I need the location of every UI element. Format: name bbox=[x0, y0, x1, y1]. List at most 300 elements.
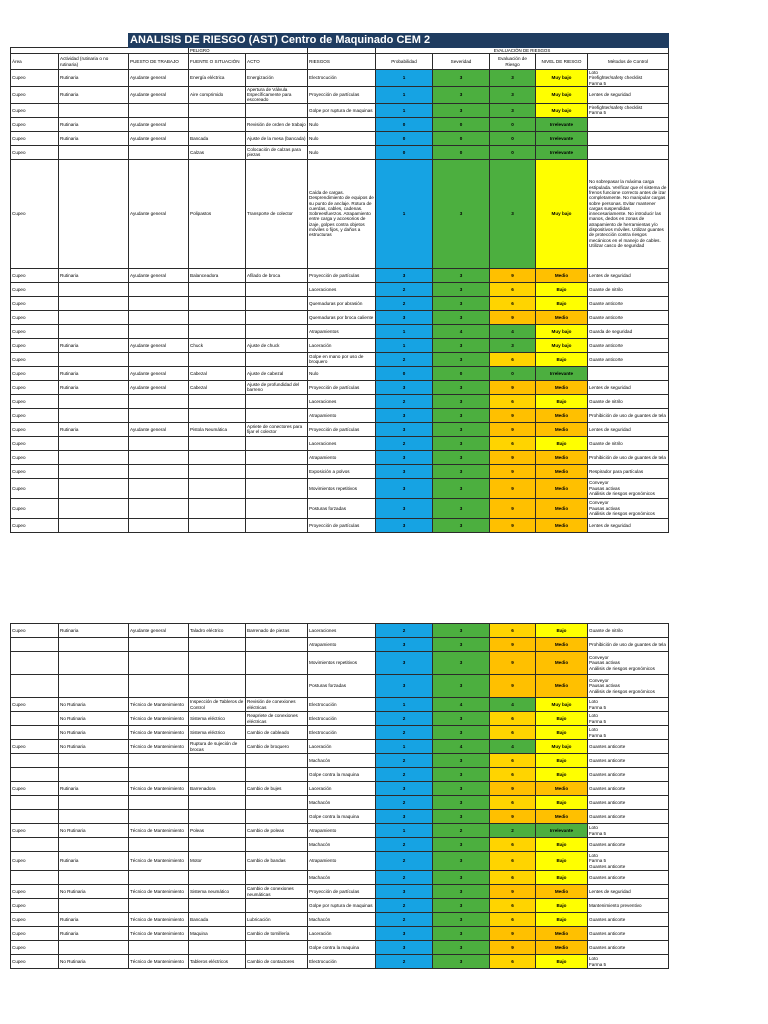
cell-evaluacion: 6 bbox=[490, 796, 536, 810]
cell-actividad: No Rutinaria bbox=[59, 824, 129, 838]
cell-control bbox=[588, 366, 669, 380]
cell-probabilidad: 1 bbox=[376, 70, 433, 87]
risk-table-page-2 bbox=[10, 623, 668, 969]
cell-actividad: Rutinaria bbox=[59, 117, 129, 131]
cell-riesgo: Golpe contra la maquina bbox=[308, 768, 376, 782]
cell-probabilidad: 0 bbox=[376, 145, 433, 159]
cell-evaluacion: 6 bbox=[490, 838, 536, 852]
cell-area bbox=[11, 796, 59, 810]
cell-fuente: Aire comprimido bbox=[189, 86, 246, 103]
cell-control bbox=[588, 117, 669, 131]
cell-puesto bbox=[129, 408, 189, 422]
cell-riesgo: Machacón bbox=[308, 913, 376, 927]
cell-evaluacion: 9 bbox=[490, 518, 536, 532]
cell-probabilidad: 1 bbox=[376, 159, 433, 268]
cell-evaluacion: 9 bbox=[490, 675, 536, 698]
cell-riesgo: Nulo bbox=[308, 117, 376, 131]
cell-area bbox=[11, 768, 59, 782]
cell-severidad: 3 bbox=[433, 782, 490, 796]
cell-fuente bbox=[189, 498, 246, 518]
cell-acto bbox=[246, 518, 308, 532]
cell-probabilidad: 3 bbox=[376, 408, 433, 422]
sheet-title: ANALISIS DE RIESGO (AST) Centro de Maquinado CEM 2 bbox=[129, 34, 669, 48]
cell-evaluacion: 9 bbox=[490, 885, 536, 899]
cell-area bbox=[11, 652, 59, 675]
table-row bbox=[11, 782, 669, 796]
cell-actividad bbox=[59, 145, 129, 159]
table-row bbox=[11, 913, 669, 927]
table-row bbox=[11, 838, 669, 852]
cell-evaluacion: 9 bbox=[490, 310, 536, 324]
cell-severidad: 3 bbox=[433, 408, 490, 422]
cell-puesto: Ayudante general bbox=[129, 338, 189, 352]
cell-puesto bbox=[129, 899, 189, 913]
cell-riesgo: Atrapamiento bbox=[308, 824, 376, 838]
cell-puesto bbox=[129, 145, 189, 159]
cell-actividad bbox=[59, 838, 129, 852]
cell-puesto: Ayudante general bbox=[129, 422, 189, 436]
cell-area: Cupeo bbox=[11, 464, 59, 478]
cell-riesgo: Machacón bbox=[308, 838, 376, 852]
cell-acto: Cambio de poleas bbox=[246, 824, 308, 838]
cell-actividad bbox=[59, 478, 129, 498]
cell-riesgo: Laceración bbox=[308, 338, 376, 352]
table-row bbox=[11, 740, 669, 754]
cell-fuente bbox=[189, 838, 246, 852]
cell-actividad bbox=[59, 436, 129, 450]
cell-actividad: Rutinaria bbox=[59, 624, 129, 638]
cell-severidad: 3 bbox=[433, 941, 490, 955]
table-row bbox=[11, 899, 669, 913]
cell-control: Guantes anticorte bbox=[588, 782, 669, 796]
cell-puesto bbox=[129, 394, 189, 408]
cell-severidad: 3 bbox=[433, 352, 490, 366]
cell-control: Lentes de seguridad bbox=[588, 380, 669, 394]
cell-probabilidad: 2 bbox=[376, 352, 433, 366]
cell-severidad: 3 bbox=[433, 913, 490, 927]
table-row bbox=[11, 698, 669, 712]
cell-area: Cupeo bbox=[11, 498, 59, 518]
cell-probabilidad: 2 bbox=[376, 852, 433, 871]
cell-riesgo: Proyección de partículas bbox=[308, 268, 376, 282]
cell-actividad: Rutinaria bbox=[59, 422, 129, 436]
cell-severidad: 2 bbox=[433, 824, 490, 838]
cell-puesto bbox=[129, 871, 189, 885]
cell-nivel: Irrelevante bbox=[536, 145, 588, 159]
cell-actividad bbox=[59, 899, 129, 913]
cell-puesto bbox=[129, 796, 189, 810]
cell-area: Cupeo bbox=[11, 380, 59, 394]
cell-nivel: Medio bbox=[536, 268, 588, 282]
cell-control: Guantes anticorte bbox=[588, 927, 669, 941]
cell-fuente: Balanceadora bbox=[189, 268, 246, 282]
cell-nivel: Medio bbox=[536, 652, 588, 675]
cell-riesgo: Electrocución bbox=[308, 726, 376, 740]
cell-probabilidad: 0 bbox=[376, 131, 433, 145]
cell-acto: Reapriete de conexiones eléctricas bbox=[246, 712, 308, 726]
cell-area: Cupeo bbox=[11, 338, 59, 352]
cell-probabilidad: 3 bbox=[376, 380, 433, 394]
cell-puesto: Ayudante general bbox=[129, 70, 189, 87]
cell-evaluacion: 6 bbox=[490, 436, 536, 450]
cell-area: Cupeo bbox=[11, 310, 59, 324]
cell-actividad: Rutinaria bbox=[59, 852, 129, 871]
cell-probabilidad: 3 bbox=[376, 518, 433, 532]
table-row bbox=[11, 366, 669, 380]
cell-acto: Cambio de tornillería bbox=[246, 927, 308, 941]
cell-fuente bbox=[189, 899, 246, 913]
cell-actividad bbox=[59, 768, 129, 782]
cell-area: Cupeo bbox=[11, 885, 59, 899]
cell-actividad bbox=[59, 652, 129, 675]
cell-probabilidad: 1 bbox=[376, 698, 433, 712]
cell-evaluacion: 6 bbox=[490, 726, 536, 740]
cell-puesto: Ayudante general bbox=[129, 268, 189, 282]
cell-severidad: 3 bbox=[433, 754, 490, 768]
cell-puesto: Técnico de Mantenimiento bbox=[129, 782, 189, 796]
cell-control: No sobrepasar la máxima carga estipulada. Verificar que el sistema de frenos funcione correcto antes de izar completamente. No manipular cargas sobre personas. Evitar mantener cargas suspendidas innecesariamente. No introducir las manos, dedos en zonas de atrapamiento de herramientas y/o dispositivos móviles. Utilizar guantes de protección contra riesgos mecánicos en el manejo de cables. Utilizar casco de seguridad bbox=[588, 159, 669, 268]
cell-nivel: Irrelevante bbox=[536, 117, 588, 131]
cell-evaluacion: 6 bbox=[490, 955, 536, 969]
cell-actividad: Rutinaria bbox=[59, 913, 129, 927]
cell-probabilidad: 3 bbox=[376, 268, 433, 282]
cell-riesgo: Laceración bbox=[308, 927, 376, 941]
table-row bbox=[11, 436, 669, 450]
cell-nivel: Muy bajo bbox=[536, 698, 588, 712]
cell-severidad: 3 bbox=[433, 712, 490, 726]
cell-nivel: Irrelevante bbox=[536, 131, 588, 145]
cell-evaluacion: 9 bbox=[490, 782, 536, 796]
table-row bbox=[11, 810, 669, 824]
cell-area: Cupeo bbox=[11, 450, 59, 464]
cell-area: Cupeo bbox=[11, 824, 59, 838]
cell-severidad: 3 bbox=[433, 103, 490, 117]
cell-control: Guantes anticorte bbox=[588, 941, 669, 955]
cell-fuente: Bancada bbox=[189, 913, 246, 927]
cell-evaluacion: 9 bbox=[490, 638, 536, 652]
cell-acto bbox=[246, 899, 308, 913]
cell-severidad: 3 bbox=[433, 810, 490, 824]
header-evaluacion-riesgo: Evaluación de Riesgo bbox=[490, 54, 536, 70]
cell-severidad: 3 bbox=[433, 70, 490, 87]
cell-fuente: Barrenadora bbox=[189, 782, 246, 796]
cell-nivel: Muy bajo bbox=[536, 740, 588, 754]
cell-control: Guante de nitrilo bbox=[588, 282, 669, 296]
cell-control: Guarda de seguridad bbox=[588, 324, 669, 338]
header-probabilidad: Probabilidad bbox=[376, 54, 433, 70]
cell-nivel: Irrelevante bbox=[536, 824, 588, 838]
cell-probabilidad: 0 bbox=[376, 366, 433, 380]
cell-control: Conveyor Pausas activas Análisis de riesgos ergonómicos bbox=[588, 675, 669, 698]
cell-actividad: No Rutinaria bbox=[59, 726, 129, 740]
cell-probabilidad: 2 bbox=[376, 955, 433, 969]
cell-riesgo: Proyección de partículas bbox=[308, 518, 376, 532]
cell-area: Cupeo bbox=[11, 366, 59, 380]
cell-evaluacion: 6 bbox=[490, 394, 536, 408]
cell-severidad: 3 bbox=[433, 338, 490, 352]
cell-severidad: 3 bbox=[433, 726, 490, 740]
cell-probabilidad: 3 bbox=[376, 927, 433, 941]
cell-actividad: Rutinaria bbox=[59, 131, 129, 145]
cell-area: Cupeo bbox=[11, 913, 59, 927]
cell-acto bbox=[246, 871, 308, 885]
table-row bbox=[11, 310, 669, 324]
cell-evaluacion: 6 bbox=[490, 712, 536, 726]
cell-evaluacion: 6 bbox=[490, 352, 536, 366]
cell-fuente: Cabezal bbox=[189, 366, 246, 380]
cell-nivel: Muy bajo bbox=[536, 324, 588, 338]
cell-puesto bbox=[129, 652, 189, 675]
cell-area: Cupeo bbox=[11, 478, 59, 498]
cell-acto: Ajuste de profundidad del barreno bbox=[246, 380, 308, 394]
cell-probabilidad: 2 bbox=[376, 712, 433, 726]
cell-control: Guantes anticorte bbox=[588, 913, 669, 927]
cell-nivel: Medio bbox=[536, 518, 588, 532]
cell-actividad bbox=[59, 394, 129, 408]
cell-severidad: 3 bbox=[433, 282, 490, 296]
cell-probabilidad: 2 bbox=[376, 871, 433, 885]
cell-area: Cupeo bbox=[11, 296, 59, 310]
cell-evaluacion: 3 bbox=[490, 70, 536, 87]
cell-puesto: Técnico de Mantenimiento bbox=[129, 824, 189, 838]
cell-nivel: Medio bbox=[536, 380, 588, 394]
cell-probabilidad: 3 bbox=[376, 422, 433, 436]
cell-control: Guantes anticorte bbox=[588, 740, 669, 754]
cell-acto: Cambio de bujes bbox=[246, 782, 308, 796]
cell-riesgo: Golpe contra la maquina bbox=[308, 941, 376, 955]
table-row bbox=[11, 824, 669, 838]
cell-control: Conveyor Pausas activas Análisis de riesgos ergonómicos bbox=[588, 652, 669, 675]
cell-fuente bbox=[189, 324, 246, 338]
cell-evaluacion: 9 bbox=[490, 941, 536, 955]
cell-severidad: 0 bbox=[433, 117, 490, 131]
cell-probabilidad: 2 bbox=[376, 394, 433, 408]
cell-acto: Cambio de cableado bbox=[246, 726, 308, 740]
cell-severidad: 0 bbox=[433, 131, 490, 145]
cell-control: Loto Farma 5 bbox=[588, 726, 669, 740]
cell-puesto: Ayudante general bbox=[129, 380, 189, 394]
cell-fuente: Energía eléctrica bbox=[189, 70, 246, 87]
cell-riesgo: Atrapamientos bbox=[308, 324, 376, 338]
cell-acto: Barrenado de piezas bbox=[246, 624, 308, 638]
cell-severidad: 3 bbox=[433, 422, 490, 436]
cell-puesto bbox=[129, 464, 189, 478]
cell-area: Cupeo bbox=[11, 117, 59, 131]
cell-probabilidad: 3 bbox=[376, 464, 433, 478]
cell-riesgo: Machacón bbox=[308, 754, 376, 768]
cell-severidad: 3 bbox=[433, 871, 490, 885]
cell-fuente: Polipastos bbox=[189, 159, 246, 268]
cell-fuente: Bancada bbox=[189, 131, 246, 145]
cell-area: Cupeo bbox=[11, 408, 59, 422]
cell-control: Prohibición de uso de guantes de tela bbox=[588, 450, 669, 464]
cell-probabilidad: 2 bbox=[376, 754, 433, 768]
table-row bbox=[11, 726, 669, 740]
cell-probabilidad: 1 bbox=[376, 338, 433, 352]
cell-nivel: Bajo bbox=[536, 852, 588, 871]
table-row bbox=[11, 338, 669, 352]
cell-fuente bbox=[189, 464, 246, 478]
cell-evaluacion: 3 bbox=[490, 338, 536, 352]
cell-nivel: Medio bbox=[536, 941, 588, 955]
cell-area: Cupeo bbox=[11, 899, 59, 913]
cell-control: Guantes anticorte bbox=[588, 754, 669, 768]
cell-nivel: Medio bbox=[536, 810, 588, 824]
risk-table-page-1 bbox=[10, 33, 668, 533]
cell-area: Cupeo bbox=[11, 159, 59, 268]
cell-probabilidad: 3 bbox=[376, 782, 433, 796]
cell-severidad: 4 bbox=[433, 324, 490, 338]
cell-actividad bbox=[59, 796, 129, 810]
cell-nivel: Medio bbox=[536, 408, 588, 422]
cell-fuente bbox=[189, 941, 246, 955]
table-row bbox=[11, 282, 669, 296]
cell-area bbox=[11, 754, 59, 768]
cell-severidad: 3 bbox=[433, 624, 490, 638]
cell-probabilidad: 2 bbox=[376, 838, 433, 852]
cell-acto: Apriete de conectores para fijar el colector bbox=[246, 422, 308, 436]
table-row bbox=[11, 117, 669, 131]
cell-area: Cupeo bbox=[11, 518, 59, 532]
cell-nivel: Bajo bbox=[536, 871, 588, 885]
cell-puesto: Técnico de Mantenimiento bbox=[129, 852, 189, 871]
cell-nivel: Bajo bbox=[536, 624, 588, 638]
cell-fuente: Motor bbox=[189, 852, 246, 871]
cell-puesto bbox=[129, 675, 189, 698]
cell-control: Lentes de seguridad bbox=[588, 885, 669, 899]
cell-evaluacion: 9 bbox=[490, 927, 536, 941]
cell-acto: Colocación de calzas para piezas bbox=[246, 145, 308, 159]
cell-fuente bbox=[189, 871, 246, 885]
cell-control: Loto Farma 5 Guantes anticorte bbox=[588, 852, 669, 871]
cell-acto bbox=[246, 324, 308, 338]
cell-actividad bbox=[59, 408, 129, 422]
cell-evaluacion: 9 bbox=[490, 464, 536, 478]
table-row bbox=[11, 518, 669, 532]
table-row bbox=[11, 768, 669, 782]
cell-acto: Ajuste de chuck bbox=[246, 338, 308, 352]
cell-puesto: Ayudante general bbox=[129, 624, 189, 638]
cell-actividad bbox=[59, 464, 129, 478]
cell-fuente: Calzas bbox=[189, 145, 246, 159]
cell-actividad: Rutinaria bbox=[59, 380, 129, 394]
cell-control: Firefighter/safety checklist Farma 5 bbox=[588, 103, 669, 117]
cell-riesgo: Golpe por ruptura de maquinas bbox=[308, 103, 376, 117]
cell-severidad: 3 bbox=[433, 478, 490, 498]
table-row bbox=[11, 796, 669, 810]
cell-area: Cupeo bbox=[11, 145, 59, 159]
cell-probabilidad: 2 bbox=[376, 726, 433, 740]
cell-acto bbox=[246, 352, 308, 366]
cell-actividad: No Rutinaria bbox=[59, 885, 129, 899]
cell-evaluacion: 0 bbox=[490, 366, 536, 380]
risk-table-body bbox=[11, 624, 669, 969]
cell-probabilidad: 2 bbox=[376, 796, 433, 810]
cell-riesgo: Electrocución bbox=[308, 712, 376, 726]
cell-evaluacion: 0 bbox=[490, 145, 536, 159]
cell-area: Cupeo bbox=[11, 70, 59, 87]
cell-severidad: 3 bbox=[433, 450, 490, 464]
cell-puesto bbox=[129, 103, 189, 117]
cell-probabilidad: 3 bbox=[376, 310, 433, 324]
cell-fuente: Cabezal bbox=[189, 380, 246, 394]
cell-fuente bbox=[189, 518, 246, 532]
cell-fuente: Ruptura de sujeción de brocas bbox=[189, 740, 246, 754]
cell-evaluacion: 9 bbox=[490, 498, 536, 518]
cell-severidad: 3 bbox=[433, 838, 490, 852]
cell-acto bbox=[246, 810, 308, 824]
cell-nivel: Medio bbox=[536, 310, 588, 324]
cell-nivel: Bajo bbox=[536, 768, 588, 782]
cell-control: Loto Farma 5 bbox=[588, 712, 669, 726]
cell-area: Cupeo bbox=[11, 624, 59, 638]
cell-severidad: 3 bbox=[433, 899, 490, 913]
cell-probabilidad: 2 bbox=[376, 624, 433, 638]
cell-puesto bbox=[129, 838, 189, 852]
cell-fuente bbox=[189, 675, 246, 698]
table-row bbox=[11, 131, 669, 145]
table-row bbox=[11, 145, 669, 159]
cell-probabilidad: 3 bbox=[376, 478, 433, 498]
cell-area: Cupeo bbox=[11, 782, 59, 796]
cell-actividad: No Rutinaria bbox=[59, 698, 129, 712]
table-row bbox=[11, 408, 669, 422]
cell-nivel: Medio bbox=[536, 885, 588, 899]
cell-puesto bbox=[129, 768, 189, 782]
cell-fuente bbox=[189, 652, 246, 675]
cell-nivel: Muy bajo bbox=[536, 86, 588, 103]
cell-acto bbox=[246, 296, 308, 310]
cell-probabilidad: 3 bbox=[376, 638, 433, 652]
cell-acto bbox=[246, 768, 308, 782]
cell-severidad: 3 bbox=[433, 394, 490, 408]
cell-evaluacion: 4 bbox=[490, 324, 536, 338]
cell-actividad: No Rutinaria bbox=[59, 955, 129, 969]
cell-control bbox=[588, 145, 669, 159]
cell-riesgo: Caída de cargas. Desprendimiento de equipos de su punto de anclaje. Rotura de cuerdas, cables, cadenas. Sobreesfuerzos. Atrapamiento entre carga y accesorios de izaje, golpes contra objetos móviles o fijos, y daños a estructuras bbox=[308, 159, 376, 268]
cell-riesgo: Nulo bbox=[308, 131, 376, 145]
cell-evaluacion: 9 bbox=[490, 450, 536, 464]
cell-area: Cupeo bbox=[11, 394, 59, 408]
cell-acto: Cambio de contactores bbox=[246, 955, 308, 969]
table-row bbox=[11, 927, 669, 941]
cell-puesto bbox=[129, 296, 189, 310]
table-row bbox=[11, 955, 669, 969]
cell-acto: Revisión de orden de trabajo bbox=[246, 117, 308, 131]
cell-severidad: 3 bbox=[433, 436, 490, 450]
table-row bbox=[11, 885, 669, 899]
cell-fuente bbox=[189, 117, 246, 131]
cell-actividad: Rutinaria bbox=[59, 927, 129, 941]
cell-puesto bbox=[129, 324, 189, 338]
header-peligro: PELIGRO bbox=[189, 48, 308, 54]
cell-probabilidad: 1 bbox=[376, 103, 433, 117]
cell-severidad: 3 bbox=[433, 268, 490, 282]
cell-acto bbox=[246, 282, 308, 296]
cell-acto bbox=[246, 450, 308, 464]
table-row bbox=[11, 624, 669, 638]
cell-control: Prohibición de uso de guantes de tela bbox=[588, 408, 669, 422]
cell-riesgo: Proyección de partículas bbox=[308, 885, 376, 899]
cell-probabilidad: 2 bbox=[376, 436, 433, 450]
cell-nivel: Muy bajo bbox=[536, 338, 588, 352]
cell-nivel: Muy bajo bbox=[536, 70, 588, 87]
cell-evaluacion: 6 bbox=[490, 852, 536, 871]
cell-puesto bbox=[129, 352, 189, 366]
cell-area: Cupeo bbox=[11, 282, 59, 296]
cell-evaluacion: 6 bbox=[490, 282, 536, 296]
table-row bbox=[11, 478, 669, 498]
